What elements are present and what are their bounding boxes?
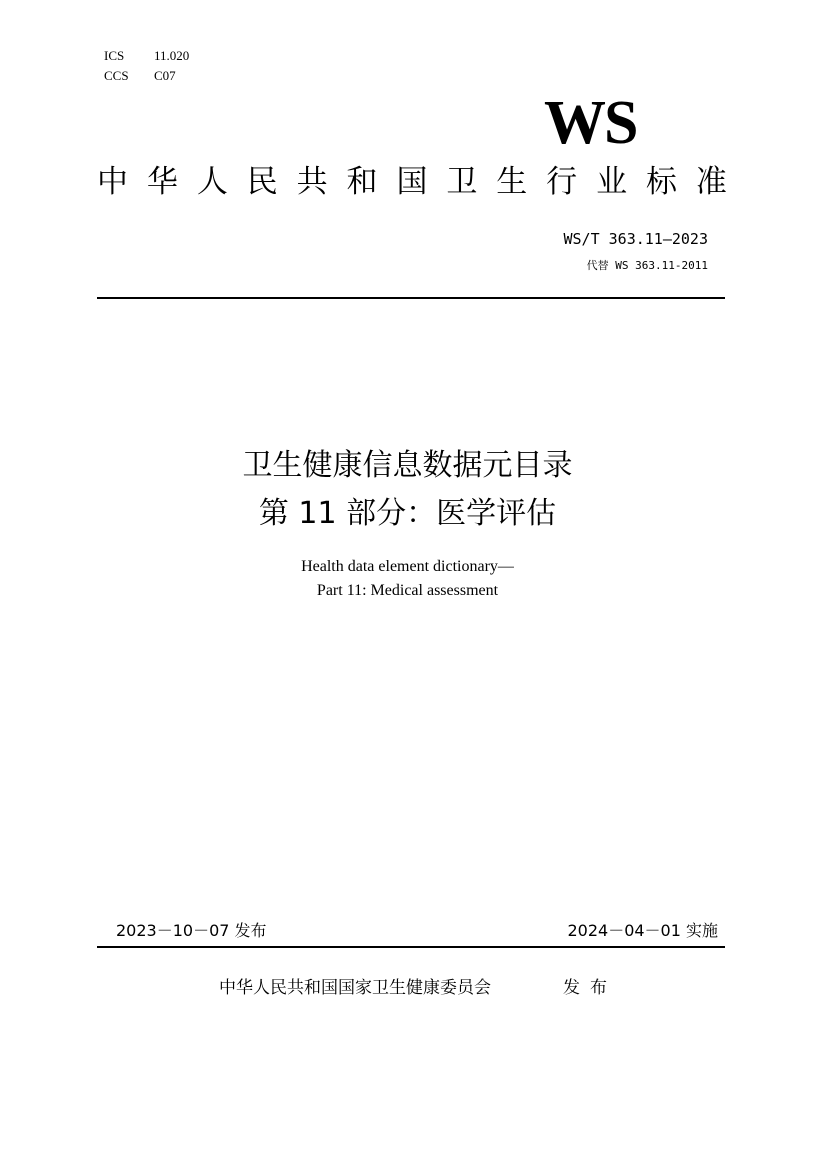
standard-type-char: 民 bbox=[246, 164, 278, 200]
title-en-line2: Part 11: Medical assessment bbox=[316, 582, 499, 599]
standard-type-char: 业 bbox=[596, 164, 628, 200]
standard-type-char: 人 bbox=[196, 164, 228, 200]
standard-type-char: 和 bbox=[346, 164, 378, 200]
title-en-line1: Health data element dictionary— bbox=[301, 558, 514, 575]
standard-type-char: 国 bbox=[396, 164, 428, 200]
ccs-label: CCS bbox=[104, 68, 129, 83]
standard-type-char: 共 bbox=[296, 164, 328, 200]
standard-type-char: 准 bbox=[695, 164, 727, 200]
ics-value: 11.020 bbox=[154, 48, 190, 63]
bottom-divider bbox=[97, 946, 725, 948]
standard-type bbox=[97, 162, 727, 202]
issuer-name: 中华人民共和国国家卫生健康委员会 bbox=[219, 978, 491, 998]
issuer-action: 发布 bbox=[563, 978, 617, 998]
standard-type-char: 华 bbox=[146, 164, 178, 200]
title-cn-line2: 第 11 部分：医学评估 bbox=[258, 496, 557, 531]
issue-date: 2023－10－07 发布 bbox=[116, 921, 267, 940]
implement-date: 2024－04－01 实施 bbox=[567, 921, 718, 940]
ics-label: ICS bbox=[104, 48, 125, 63]
title-cn-line1: 卫生健康信息数据元目录 bbox=[242, 448, 573, 483]
ccs-value: C07 bbox=[154, 68, 176, 83]
ws-logo: WS bbox=[544, 89, 637, 157]
ics-row bbox=[104, 46, 189, 66]
standard-type-char: 行 bbox=[546, 164, 578, 200]
standard-type-char: 卫 bbox=[446, 164, 478, 200]
standard-type-char: 中 bbox=[97, 164, 128, 200]
top-divider bbox=[97, 297, 725, 299]
replaces-standard: 代替 WS 363.11-2011 bbox=[586, 259, 708, 272]
standard-number: WS/T 363.11—2023 bbox=[563, 230, 708, 248]
standard-type-char: 生 bbox=[496, 164, 528, 200]
standard-type-char: 标 bbox=[645, 164, 677, 200]
ccs-row bbox=[104, 66, 189, 86]
classification-codes bbox=[104, 46, 189, 86]
